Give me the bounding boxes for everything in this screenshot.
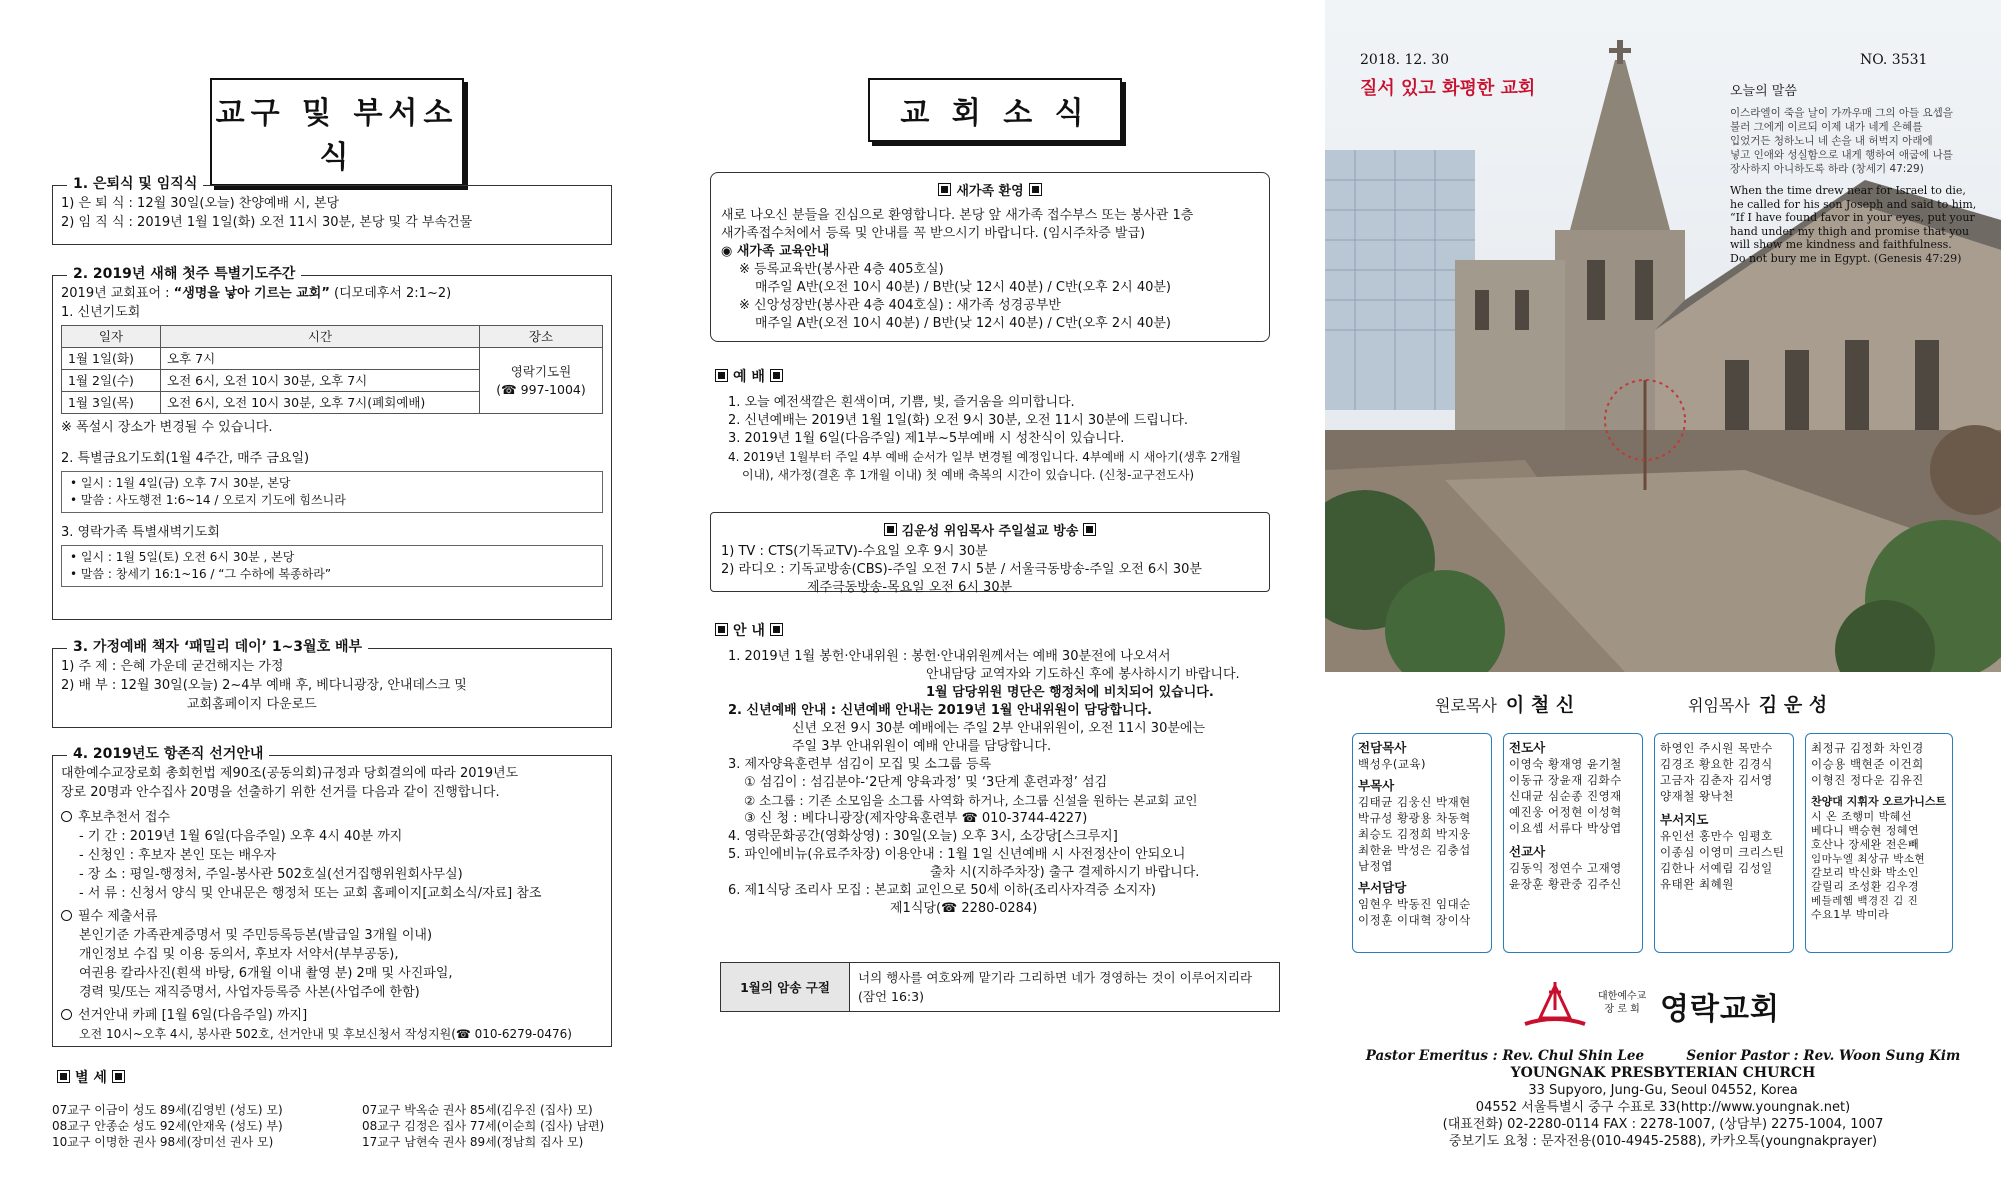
text-line: 1월 담당위원 명단은 행정처에 비치되어 있습니다. xyxy=(926,685,1214,700)
place-tel: (☎ 997-1004) xyxy=(496,381,586,397)
text-line: 본인기준 가족관계증명서 및 주민등록등본(발급일 3개월 이내) xyxy=(79,928,433,943)
section-heading xyxy=(721,183,1259,201)
footer-line: 33 Supyoro, Jung-Gu, Seoul 04552, Korea xyxy=(1528,1083,1798,1098)
senior-label: 위임목사 xyxy=(1688,696,1750,715)
staff-names: 이영숙 황재영 윤기철 xyxy=(1509,757,1622,771)
staff-group-title: 선교사 xyxy=(1509,844,1546,859)
text-line: 새가족접수처에서 등록 및 안내를 꼭 받으시기 바랍니다. (임시주차증 발급) xyxy=(721,226,1146,241)
square-mark-icon xyxy=(715,369,728,382)
text-line: 2. 신년예배 안내 : 신년예배 안내는 2019년 1월 안내위원이 담당합니다. xyxy=(728,703,1153,718)
text-line: ※ 신앙성장반(봉사관 4층 404호실) : 새가족 성경공부반 xyxy=(739,298,1061,313)
section-heading-text: 안 내 xyxy=(733,623,765,639)
todays-word-label: 오늘의 말씀 xyxy=(1730,84,1797,99)
church-footer xyxy=(1325,1048,2001,1150)
church-illustration xyxy=(1325,0,2001,672)
section-prayer-week xyxy=(52,266,612,620)
text-line: - 서 류 : 신청서 양식 및 안내문은 행정처 또는 교회 홈페이지[교회소식/자료] 참조 xyxy=(79,886,542,901)
circle-bullet-icon xyxy=(61,811,72,822)
text-line: 주일 3부 안내위원이 예배 안내를 담당합니다. xyxy=(792,739,1052,754)
text-line: 출차 시(지하주차장) 출구 결제하시기 바랍니다. xyxy=(930,865,1200,880)
church-logo xyxy=(1520,980,1820,1030)
staff-names: 박규성 황광용 차동혁 xyxy=(1358,811,1471,825)
list-item: 08교구 안종순 성도 92세(안재욱 (성도) 부) xyxy=(52,1119,283,1133)
section-heading xyxy=(710,622,1270,640)
logo-denomination xyxy=(1598,990,1646,1016)
table-cell: 1월 3일(목) xyxy=(62,392,161,414)
subheading: 3. 영락가족 특별새벽기도회 xyxy=(61,525,220,540)
section-heading-text: 김운성 위임목사 주일설교 방송 xyxy=(901,524,1079,539)
square-mark-icon xyxy=(1083,523,1096,536)
page-title: 교구 및 부서소식 xyxy=(210,78,464,186)
circle-bullet-icon xyxy=(61,1009,72,1020)
staff-names: 갈릴리 조성환 김우경 xyxy=(1811,880,1920,893)
table-cell: 1월 1일(화) xyxy=(62,348,161,370)
section-heading: 3. 가정예배 책자 ‘패밀리 데이’ 1~3월호 배부 xyxy=(67,638,368,657)
staff-names: 이종심 이영미 크리스틴 xyxy=(1660,845,1785,859)
staff-group-title: 부서지도 xyxy=(1660,812,1709,827)
text-line: ※ 등록교육반(봉사관 4층 405호실) xyxy=(739,262,944,277)
text-line: 장로 20명과 안수집사 20명을 선출하기 위한 선거를 다음과 같이 진행합니다. xyxy=(61,785,500,800)
logo-small-line: 장 로 회 xyxy=(1604,1004,1640,1015)
text-line: 대한예수교장로회 총회헌법 제90조(공동의회)규정과 당회결의에 따라 2019년도 xyxy=(61,766,519,781)
memory-verse-box xyxy=(720,962,1280,1012)
staff-names: 유태완 최혜원 xyxy=(1660,877,1734,891)
staff-names: 최정규 김정화 차인경 xyxy=(1811,741,1924,755)
staff-names: 이동규 장윤재 김화수 xyxy=(1509,773,1622,787)
schedule-table xyxy=(61,325,603,414)
section-heading: 1. 은퇴식 및 임직식 xyxy=(67,175,203,194)
section-heading xyxy=(721,523,1259,541)
text-line: 1) TV : CTS(기독교TV)-수요일 오후 9시 30분 xyxy=(721,544,988,559)
staff-names: 임마누엘 최상규 박소현 xyxy=(1811,853,1926,865)
section-heading-text: 새가족 환영 xyxy=(956,184,1024,199)
note: ※ 폭설시 장소가 변경될 수 있습니다. xyxy=(61,420,273,435)
text-line: 6. 제1식당 조리사 모집 : 본교회 교인으로 50세 이하(조리사자격증 소지자) xyxy=(728,883,1156,898)
text-line: 여권용 칼라사진(흰색 바탕, 6개월 이내 촬영 분) 2매 및 사진파일, xyxy=(79,966,453,981)
text-line: 매주일 A반(오전 10시 40분) / B반(낮 12시 40분) / C반(오후 2시 40분) xyxy=(755,280,1172,295)
list-item: 17교구 남현숙 권사 89세(정남희 집사 모) xyxy=(362,1135,584,1149)
text-line: 2) 라디오 : 기독교방송(CBS)-주일 오전 7시 5분 / 서울극동방송-주일 오전 6시 30분 xyxy=(721,562,1202,577)
staff-names: 이정훈 이대혁 장이삭 xyxy=(1358,913,1471,927)
obituary-right xyxy=(362,1102,622,1150)
info-line: • 말씀 : 창세기 16:1~16 / “그 수하에 복종하라” xyxy=(70,567,332,581)
section-heading xyxy=(710,368,1270,386)
motto-ref: (디모데후서 2:1~2) xyxy=(329,286,452,301)
section-broadcast xyxy=(710,512,1270,595)
staff-group-title: 전도사 xyxy=(1509,740,1546,755)
info-line: • 말씀 : 사도행전 1:6~14 / 오로지 기도에 힘쓰니라 xyxy=(70,493,346,507)
staff-group-title: 부서담당 xyxy=(1358,880,1407,895)
verse-line: 불러 그에게 이르되 이제 내가 네게 은혜를 xyxy=(1730,121,1923,133)
square-mark-icon xyxy=(1029,183,1042,196)
staff-box-1 xyxy=(1352,733,1492,953)
staff-names: 백성우(교육) xyxy=(1358,757,1427,771)
text-line: 1) 은 퇴 식 : 12월 30일(오늘) 찬양예배 시, 본당 xyxy=(61,196,340,211)
staff-box-4 xyxy=(1805,733,1953,953)
square-mark-icon xyxy=(715,623,728,636)
subheading: 2. 특별금요기도회(1월 4주간, 매주 금요일) xyxy=(61,451,310,466)
logo-small-line: 대한예수교 xyxy=(1598,991,1647,1002)
item-heading xyxy=(61,1006,603,1025)
text-line: - 기 간 : 2019년 1월 6일(다음주일) 오후 4시 40분 까지 xyxy=(79,829,403,844)
logo-church-name: 영락교회 xyxy=(1660,992,1780,1027)
motto: “생명을 낳아 기르는 교회” xyxy=(173,286,330,301)
staff-names: 양재철 왕낙천 xyxy=(1660,789,1734,803)
staff-names: 호산나 장세완 전은빼 xyxy=(1811,838,1920,851)
verse-line: 이스라엘이 죽을 날이 가까우매 그의 아들 요셉을 xyxy=(1730,107,1953,119)
staff-names: 수요1부 박미라 xyxy=(1811,908,1890,921)
square-mark-icon xyxy=(770,623,783,636)
staff-names: 최승도 김정희 박지웅 xyxy=(1358,827,1471,841)
text-line: ③ 신 청 : 베다니광장(제자양육훈련부 ☎ 010-3744-4227) xyxy=(744,811,1088,826)
staff-names: 김한나 서예림 김성일 xyxy=(1660,861,1773,875)
text-line: 제1식당(☎ 2280-0284) xyxy=(890,901,1038,916)
staff-names: 김경조 황요한 김경식 xyxy=(1660,757,1773,771)
verse-korean xyxy=(1730,106,1985,176)
text-line: ② 소그룹 : 기존 소모임을 소그룹 사역화 하거나, 소그룹 신설을 원하는 본교회 교인 xyxy=(744,793,1198,808)
memory-verse-ref: (잠언 16:3) xyxy=(858,989,924,1004)
circle-bullet-icon xyxy=(61,910,72,921)
item-heading xyxy=(61,907,603,926)
table-header-row xyxy=(62,326,603,348)
square-mark-icon xyxy=(938,183,951,196)
verse-line: “If I have found favor in your eyes, put your xyxy=(1730,211,1975,224)
footer-line: 중보기도 요청 : 문자전용(010-4945-2588), 카카오톡(youngnakprayer) xyxy=(1448,1134,1878,1149)
column-church-news xyxy=(710,0,1280,1192)
section-obituary xyxy=(52,1070,612,1149)
staff-names: 이요셉 서류다 박상엽 xyxy=(1509,821,1622,835)
info-line: • 일시 : 1월 4일(금) 오후 7시 30분, 본당 xyxy=(70,476,291,490)
staff-names: 시 온 조행미 박혜선 xyxy=(1811,810,1912,823)
text-line: 오전 10시~오후 4시, 봉사관 502호, 선거안내 및 후보신청서 작성지원(☎ 010-6279-0476) xyxy=(79,1027,572,1041)
senior-name: 김 운 성 xyxy=(1758,694,1828,716)
memory-verse-text: 너의 행사를 여호와께 맡기라 그리하면 네가 경영하는 것이 이루어지리라 xyxy=(858,970,1253,985)
text-line: 4. 2019년 1월부터 주일 4부 예배 순서가 일부 변경될 예정입니다. 4부예배 시 새아기(생후 2개월 xyxy=(728,450,1242,464)
footer-line: Pastor Emeritus : Rev. Chul Shin Lee Senior Pastor : Rev. Woon Sung Kim xyxy=(1365,1048,1961,1064)
text-line: 새로 나오신 분들을 진심으로 환영합니다. 본당 앞 새가족 접수부스 또는 봉사관 1층 xyxy=(721,208,1194,223)
staff-names: 이승용 백현준 이건희 xyxy=(1811,757,1924,771)
item-heading-text: 후보추천서 접수 xyxy=(78,810,171,825)
staff-group-title: 부목사 xyxy=(1358,778,1395,793)
list-item: 10교구 이명한 권사 98세(장미선 권사 모) xyxy=(52,1135,274,1149)
text-line: 1. 오늘 예전색깔은 흰색이며, 기쁨, 빛, 즐거움을 의미합니다. xyxy=(728,395,1075,410)
place-name: 영락기도원 xyxy=(510,363,572,379)
section-heading-text: 별 세 xyxy=(75,1070,107,1086)
motto-prefix: 2019년 교회표어 : xyxy=(61,286,174,301)
emeritus-label: 원로목사 xyxy=(1435,696,1497,715)
table-cell: 오전 6시, 오전 10시 30분, 오후 7시(폐회예배) xyxy=(161,392,480,414)
square-mark-icon xyxy=(57,1070,70,1083)
section-heading-text: 예 배 xyxy=(733,369,765,385)
text-line: 1. 2019년 1월 봉헌·안내위원 : 봉헌·안내위원께서는 예배 30분전에 나오셔서 xyxy=(728,649,1171,664)
verse-line: Do not bury me in Egypt. (Genesis 47:29) xyxy=(1730,251,1962,265)
text-line: 제주극동방송-목요일 오전 6시 30분 xyxy=(807,580,1013,595)
table-header: 일자 xyxy=(62,326,161,348)
table-cell: 1월 2일(수) xyxy=(62,370,161,392)
staff-names: 예진웅 어정현 이성혁 xyxy=(1509,805,1622,819)
subheading: 1. 신년기도회 xyxy=(61,305,141,320)
section-welcome xyxy=(710,172,1270,342)
text-line: 교회홈페이지 다운로드 xyxy=(187,697,317,712)
table-header: 장소 xyxy=(480,326,603,348)
issue-date: 2018. 12. 30 xyxy=(1360,52,1450,68)
senior-pastor xyxy=(1688,690,1827,717)
item-heading xyxy=(61,808,603,827)
staff-box-3 xyxy=(1654,733,1794,953)
section-notice xyxy=(710,622,1270,918)
text-line: 개인정보 수집 및 이용 동의서, 후보자 서약서(부부공동), xyxy=(79,947,399,962)
subheading: ◉ 새가족 교육안내 xyxy=(721,244,830,259)
info-box xyxy=(61,545,603,587)
memory-verse-content xyxy=(850,963,1260,1011)
staff-names: 남정엽 xyxy=(1358,859,1393,873)
verse-line: When the time drew near for Israel to die, xyxy=(1730,184,1966,197)
square-mark-icon xyxy=(112,1070,125,1083)
item-heading-text: 선거안내 카페 [1월 6일(다음주일) 까지] xyxy=(78,1008,308,1023)
column-parish-news xyxy=(52,0,612,1192)
text-line: 매주일 A반(오전 10시 40분) / B반(낮 12시 40분) / C반(오후 2시 40분) xyxy=(755,316,1172,331)
table-cell: 오후 7시 xyxy=(161,348,480,370)
staff-names: 김동익 정연수 고재영 xyxy=(1509,861,1622,875)
verse-line: will show me kindness and faithfulness. xyxy=(1730,238,1952,251)
issue-number: NO. 3531 xyxy=(1860,52,1928,68)
section-heading xyxy=(52,1070,612,1086)
footer-line: 04552 서울특별시 중구 수표로 33(http://www.youngnak.net) xyxy=(1475,1100,1851,1115)
section-retirement-ordination xyxy=(52,176,612,245)
church-slogan: 질서 있고 화평한 교회 xyxy=(1360,78,1536,99)
text-line: - 신청인 : 후보자 본인 또는 배우자 xyxy=(79,848,277,863)
text-line: 1) 주 제 : 은혜 가운데 굳건해지는 가정 xyxy=(61,659,284,674)
column-cover xyxy=(1325,0,2001,1192)
staff-names: 베다니 백승현 정혜연 xyxy=(1811,824,1920,837)
verse-line: 넣고 인애와 성실함으로 내게 행하여 애굽에 나를 xyxy=(1730,149,1953,161)
text-line: 이내), 새가정(결혼 후 1개월 이내) 첫 예배 축복의 시간이 있습니다. (신청-교구전도사) xyxy=(742,468,1195,482)
list-item: 07교구 이금이 성도 89세(김영빈 (성도) 모) xyxy=(52,1103,283,1117)
page-title: 교 회 소 식 xyxy=(868,78,1122,142)
staff-names: 하영인 주시원 목만수 xyxy=(1660,741,1773,755)
text-line: 2) 배 부 : 12월 30일(오늘) 2~4부 예배 후, 베다니광장, 안내데스크 및 xyxy=(61,678,467,693)
table-cell-place xyxy=(480,348,603,414)
staff-names: 베들레헴 백경진 김 진 xyxy=(1811,895,1919,907)
section-worship xyxy=(710,368,1270,484)
table-header: 시간 xyxy=(161,326,480,348)
text-line: 2) 임 직 식 : 2019년 1월 1일(화) 오전 11시 30분, 본당 및 각 부속건물 xyxy=(61,215,473,230)
obituary-left xyxy=(52,1102,332,1150)
staff-names: 임현우 박동진 임대순 xyxy=(1358,897,1471,911)
staff-names: 갈보리 박신화 박소인 xyxy=(1811,866,1920,879)
section-heading: 2. 2019년 새해 첫주 특별기도주간 xyxy=(67,265,301,284)
square-mark-icon xyxy=(884,523,897,536)
staff-names: 신대균 심순종 진영재 xyxy=(1509,789,1622,803)
table-row xyxy=(62,348,603,370)
section-heading: 4. 2019년도 항존직 선거안내 xyxy=(67,745,269,764)
staff-names: 최한윤 박성은 김충섭 xyxy=(1358,843,1471,857)
text-line: 5. 파인에비뉴(유료주차장) 이용안내 : 1월 1일 신년예배 시 사전정산이 안되오니 xyxy=(728,847,1186,862)
verse-line: hand under my thigh and promise that you xyxy=(1730,224,1970,238)
staff-names: 유인선 홍만수 임평호 xyxy=(1660,829,1773,843)
church-photo xyxy=(1325,0,2001,672)
verse-line: 입었거든 청하노니 네 손을 내 허벅지 아래에 xyxy=(1730,135,1933,147)
info-box xyxy=(61,471,603,513)
text-line: 3. 2019년 1월 6일(다음주일) 제1부~5부예배 시 성찬식이 있습니다. xyxy=(728,431,1125,446)
staff-names: 고금자 김춘자 김서영 xyxy=(1660,773,1773,787)
section-election xyxy=(52,746,612,1047)
staff-box-2 xyxy=(1503,733,1643,953)
table-cell: 오전 6시, 오전 10시 30분, 오후 7시 xyxy=(161,370,480,392)
square-mark-icon xyxy=(770,369,783,382)
text-line: 4. 영락문화공간(영화상영) : 30일(오늘) 오후 3시, 소강당[스크루지] xyxy=(728,829,1118,844)
church-logo-icon xyxy=(1520,980,1590,1030)
verse-english xyxy=(1730,184,1995,265)
footer-line: YOUNGNAK PRESBYTERIAN CHURCH xyxy=(1510,1065,1816,1081)
text-line: 3. 제자양육훈련부 섬김이 모집 및 소그룹 등록 xyxy=(728,757,992,772)
section-family-worship xyxy=(52,639,612,728)
emeritus-name: 이 철 신 xyxy=(1505,694,1575,716)
staff-group-title: 찬양대 지휘자 오르가니스트 xyxy=(1811,795,1947,808)
memory-verse-label: 1월의 암송 구절 xyxy=(721,963,850,1011)
verse-line: 장사하지 아니하도록 하라 (창세기 47:29) xyxy=(1730,163,1924,175)
text-line: ① 섬김이 : 섬김분야-‘2단계 양육과정’ 및 ‘3단계 훈련과정’ 섬김 xyxy=(744,775,1108,790)
text-line: 경력 및/또는 재직증명서, 사업자등록증 사본(사업주에 한함) xyxy=(79,985,420,1000)
staff-names: 김태균 김웅신 박재현 xyxy=(1358,795,1471,809)
footer-line: (대표전화) 02-2280-0114 FAX : 2278-1007, (상담부) 2275-1004, 1007 xyxy=(1442,1117,1884,1132)
staff-names: 이형진 정다운 김유진 xyxy=(1811,773,1924,787)
text-line: 안내담당 교역자와 기도하신 후에 봉사하시기 바랍니다. xyxy=(926,667,1240,682)
staff-group-title: 전담목사 xyxy=(1358,740,1407,755)
verse-line: he called for his son Joseph and said to him, xyxy=(1730,197,1977,211)
motto-line xyxy=(61,284,603,303)
list-item: 08교구 김정은 집사 77세(이순희 (집사) 남편) xyxy=(362,1119,605,1133)
text-line: - 장 소 : 평일-행정처, 주일-봉사관 502호실(선거집행위원회사무실) xyxy=(79,867,463,882)
emeritus-pastor xyxy=(1435,690,1574,717)
text-line: 신년 오전 9시 30분 예배에는 주일 2부 안내위원이, 오전 11시 30분에는 xyxy=(792,721,1206,736)
list-item: 07교구 박옥순 권사 85세(김우진 (집사) 모) xyxy=(362,1103,593,1117)
staff-names: 윤장훈 황관중 김주신 xyxy=(1509,877,1622,891)
text-line: 2. 신년예배는 2019년 1월 1일(화) 오전 9시 30분, 오전 11시 30분에 드립니다. xyxy=(728,413,1189,428)
item-heading-text: 필수 제출서류 xyxy=(78,909,158,924)
info-line: • 일시 : 1월 5일(토) 오전 6시 30분 , 본당 xyxy=(70,550,295,564)
